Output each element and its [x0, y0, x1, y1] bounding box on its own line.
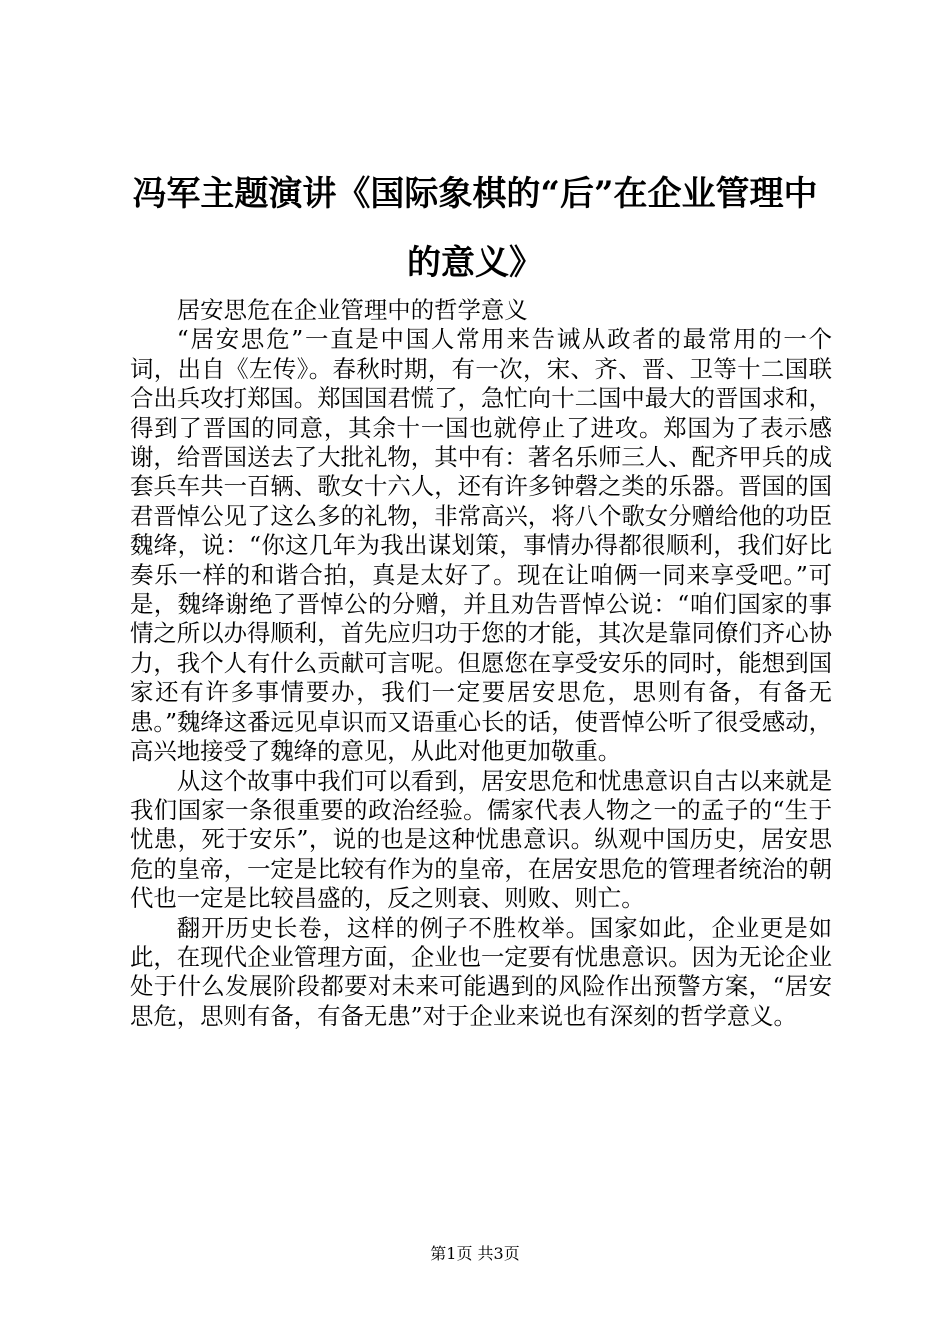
- paragraph: 翻开历史长卷，这样的例子不胜枚举。国家如此，企业更是如此，在现代企业管理方面，企业也一定要有忧患意识。因为无论企业处于什么发展阶段都要对未来可能遇到的风险作出预警方案，“居安思危，思则有备，有备无患”对于企业来说也有深刻的哲学意义。: [130, 913, 832, 1030]
- paragraph: “居安思危”一直是中国人常用来告诫从政者的最常用的一个词，出自《左传》。春秋时期，有一次，宋、齐、晋、卫等十二国联合出兵攻打郑国。郑国国君慌了，急忙向十二国中最大的晋国求和，得到了晋国的同意，其余十一国也就停止了进攻。郑国为了表示感谢，给晋国送去了大批礼物，其中有：著名乐师三人、配齐甲兵的成套兵车共一百辆、歌女十六人，还有许多钟磬之类的乐器。晋国的国君晋悼公见了这么多的礼物，非常高兴，将八个歌女分赠给他的功臣魏绛，说：“你这几年为我出谋划策，事情办得都很顺利，我们好比奏乐一样的和谐合拍，真是太好了。现在让咱俩一同来享受吧。”可是，魏绛谢绝了晋悼公的分赠，并且劝告晋悼公说：“咱们国家的事情之所以办得顺利，首先应归功于您的才能，其次是靠同僚们齐心协力，我个人有什么贡献可言呢。但愿您在享受安乐的同时，能想到国家还有许多事情要办，我们一定要居安思危，思则有备，有备无患。”魏绛这番远见卓识而又语重心长的话，使晋悼公听了很受感动，高兴地接受了魏绛的意见，从此对他更加敬重。: [130, 325, 832, 766]
- paragraph: 从这个故事中我们可以看到，居安思危和忧患意识自古以来就是我们国家一条很重要的政治经验。儒家代表人物之一的孟子的“生于忧患，死于安乐”，说的也是这种忧患意识。纵观中国历史，居安思危的皇帝，一定是比较有作为的皇帝，在居安思危的管理者统治的朝代也一定是比较昌盛的，反之则衰、则败、则亡。: [130, 766, 832, 913]
- document-title: 冯军主题演讲《国际象棋的“后”在企业管理中的意义》: [132, 174, 818, 283]
- section-heading: 居安思危在企业管理中的哲学意义: [176, 296, 528, 324]
- document-body: [130, 296, 832, 1031]
- page-number-footer: 第1页 共3页: [430, 1244, 520, 1263]
